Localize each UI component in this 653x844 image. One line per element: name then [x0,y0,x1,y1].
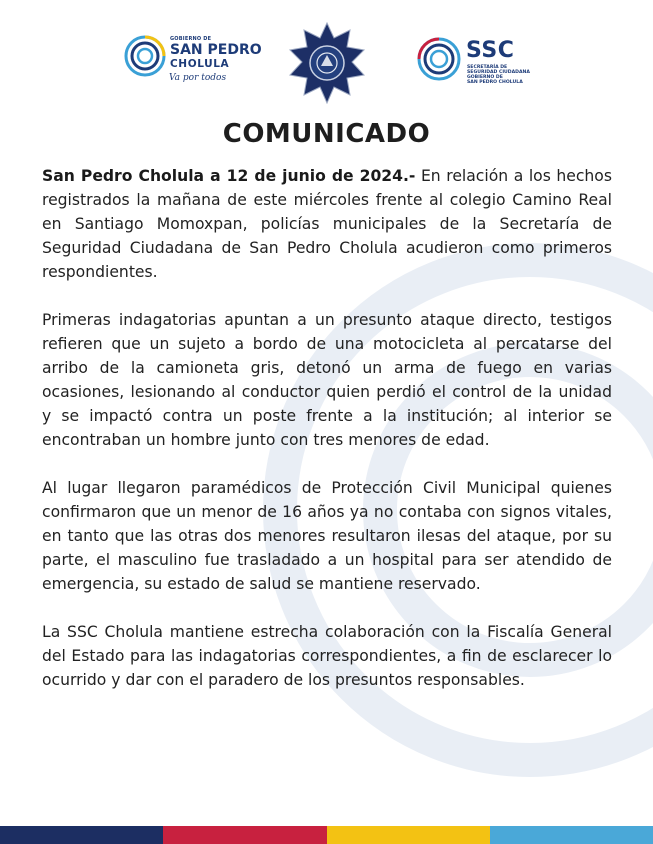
dateline: San Pedro Cholula a 12 de junio de 2024.- [42,167,416,185]
san-pedro-cholula-logo [123,32,263,94]
paragraph-4: La SSC Cholula mantiene estrecha colaboración con la Fiscalía General del Estado para las indagatorias correspondientes, a fin de esclarecer lo ocurrido y dar con el paradero de los presuntos responsables. [42,623,612,689]
stripe-segment [327,826,490,844]
ssc-name: SSC [466,38,515,63]
stripe-segment [490,826,653,844]
ssc-sub-line: SAN PEDRO CHOLULA [467,80,523,85]
document-body [42,164,612,692]
ssc-sub-line: GOBIERNO DE [467,75,503,80]
logo-small-text: GOBIERNO DE [170,36,212,42]
ssc-sub-line: SECRETARÍA DE [467,65,508,70]
header [0,22,653,108]
paragraph-1-text: En relación a los hechos registrados la mañana de este miércoles frente al colegio Camino Real en Santiago Momoxpan, policías municipales de la Secretaría de Seguridad Ciudadana de San Pedro Cholula acudieron como primeros respondientes. [42,167,612,281]
stripe-segment [163,826,326,844]
stripe-segment [0,826,163,844]
logo-line2: CHOLULA [170,58,230,70]
municipal-emblem-icon [123,34,167,78]
ssc-logo [416,36,546,96]
color-stripe [0,826,653,844]
logo-slogan: Va por todos [169,73,227,83]
logo-line1: SAN PEDRO [170,42,262,58]
paragraph-2: Primeras indagatorias apuntan a un presunto ataque directo, testigos refieren que un sujeto a bordo de una motocicleta al percatarse del arribo de la camioneta gris, detonó un arma de fuego en varias ocasiones, lesionando al conductor quien perdió el control de la unidad y se impactó contra un poste frente a la institución; al interior se encontraban un hombre junto con tres menores de edad. [42,311,612,449]
police-badge-icon [288,22,366,104]
document-title: COMUNICADO [222,119,431,149]
ssc-sub-line: SEGURIDAD CIUDADANA [467,70,530,75]
paragraph-3: Al lugar llegaron paramédicos de Protección Civil Municipal quienes confirmaron que un menor de 16 años ya no contaba con signos vitales, en tanto que las otras dos menores resultaron ilesas del ataque, por su parte, el masculino fue trasladado a un hospital para ser atendido de emergencia, su estado de salud se mantiene reservado. [42,479,612,593]
paragraph-1 [42,164,612,284]
ssc-emblem-icon [416,36,462,82]
